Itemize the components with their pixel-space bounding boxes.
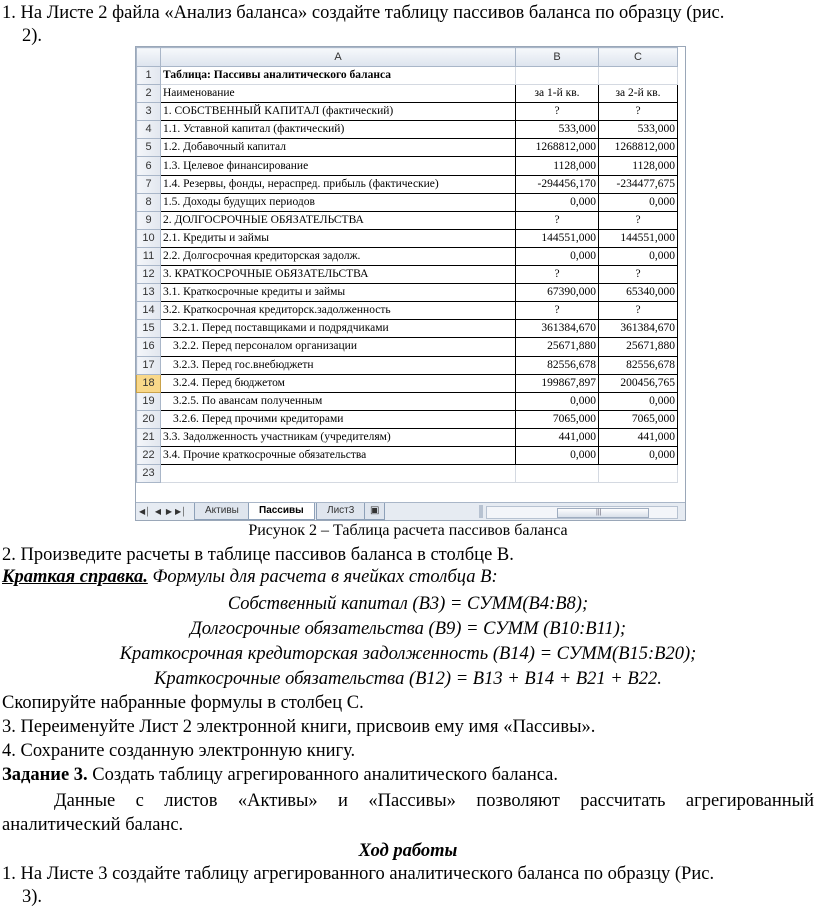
cell-a[interactable]: 1.2. Добавочный капитал [161, 139, 516, 157]
row-header[interactable]: 4 [137, 121, 161, 139]
table-row [137, 284, 678, 302]
cell-a[interactable] [161, 465, 516, 483]
cell-a[interactable]: 3.2. Краткосрочная кредиторск.задолженность [161, 302, 516, 320]
row-header[interactable]: 19 [137, 392, 161, 410]
table-row [137, 247, 678, 265]
column-header-c[interactable]: C [599, 48, 678, 67]
row-header[interactable]: 9 [137, 211, 161, 229]
formula-2: Долгосрочные обязательства (В9) = СУММ (В10:В11); [189, 619, 627, 639]
row-header[interactable]: 13 [137, 284, 161, 302]
cell-c[interactable]: ? [599, 266, 678, 284]
cell-b[interactable]: 7065,000 [516, 410, 599, 428]
cell-b[interactable]: 199867,897 [516, 374, 599, 392]
task-3-text: Создать таблицу агрегированного аналитического баланса. [87, 765, 559, 785]
cell-b[interactable]: 361384,670 [516, 320, 599, 338]
cell-b[interactable]: 0,000 [516, 392, 599, 410]
insert-sheet-icon[interactable]: ▣ [364, 503, 385, 520]
cell-c[interactable]: 65340,000 [599, 284, 678, 302]
task-3-label: Задание 3. [2, 765, 88, 785]
cell-b[interactable] [516, 67, 599, 85]
table-row [137, 338, 678, 356]
table-row [137, 193, 678, 211]
cell-a[interactable]: 2.1. Кредиты и займы [161, 229, 516, 247]
row-header[interactable]: 17 [137, 356, 161, 374]
figure-caption: Рисунок 2 – Таблица расчета пассивов баланса [248, 522, 568, 539]
row-header[interactable]: 3 [137, 103, 161, 121]
step-4: 4. Сохраните созданную электронную книгу. [2, 741, 356, 761]
table-row [137, 211, 678, 229]
table-row [137, 139, 678, 157]
cell-a[interactable]: 1.4. Резервы, фонды, нераспред. прибыль (фактические) [161, 175, 516, 193]
table-row [137, 320, 678, 338]
cell-c[interactable]: 0,000 [599, 247, 678, 265]
row-header[interactable]: 18 [137, 374, 161, 392]
cell-a[interactable]: 3.2.5. По авансам полученным [161, 392, 516, 410]
copy-line: Скопируйте набранные формулы в столбец С. [2, 693, 364, 713]
cell-b[interactable]: ? [516, 211, 599, 229]
next-sheet-icon[interactable]: ▶ [165, 507, 173, 516]
first-sheet-icon[interactable]: ◀│ [139, 507, 151, 516]
cell-a[interactable]: 1.5. Доходы будущих периодов [161, 193, 516, 211]
final-step-line-2: 3). [22, 887, 43, 907]
tab-passivy[interactable]: Пассивы [248, 503, 315, 520]
row-header[interactable]: 15 [137, 320, 161, 338]
final-step-line-1: 1. На Листе 3 создайте таблицу агрегированного аналитического баланса по образцу (Рис. [2, 864, 715, 884]
cell-a[interactable]: 1.3. Целевое финансирование [161, 157, 516, 175]
cell-b[interactable]: за 1-й кв. [516, 85, 599, 103]
cell-c[interactable]: 533,000 [599, 121, 678, 139]
row-header[interactable]: 16 [137, 338, 161, 356]
cell-a[interactable]: 3.2.4. Перед бюджетом [161, 374, 516, 392]
cell-b[interactable]: 1268812,000 [516, 139, 599, 157]
tab-aktivy[interactable]: Активы [194, 503, 250, 520]
cell-a[interactable]: 3.4. Прочие краткосрочные обязательства [161, 446, 516, 464]
row-header[interactable]: 6 [137, 157, 161, 175]
cell-a[interactable]: 3.2.1. Перед поставщиками и подрядчиками [161, 320, 516, 338]
table-row [137, 67, 678, 85]
cell-c[interactable]: 144551,000 [599, 229, 678, 247]
tab-split-handle[interactable] [479, 505, 483, 518]
row-header[interactable]: 14 [137, 302, 161, 320]
cell-c[interactable]: 200456,765 [599, 374, 678, 392]
cell-c[interactable] [599, 67, 678, 85]
tab-list3[interactable]: Лист3 [316, 503, 365, 520]
row-header[interactable]: 11 [137, 247, 161, 265]
cell-c[interactable]: -234477,675 [599, 175, 678, 193]
paragraph-line-2: аналитический баланс. [2, 815, 184, 835]
column-header-b[interactable]: B [516, 48, 599, 67]
hint-line [2, 566, 498, 588]
select-all-corner[interactable] [137, 48, 161, 67]
cell-b[interactable]: 0,000 [516, 247, 599, 265]
table-row [137, 356, 678, 374]
cell-b[interactable]: 0,000 [516, 193, 599, 211]
cell-c[interactable]: за 2-й кв. [599, 85, 678, 103]
cell-b[interactable]: ? [516, 103, 599, 121]
table-row [137, 428, 678, 446]
row-header[interactable]: 21 [137, 428, 161, 446]
cell-b[interactable]: 1128,000 [516, 157, 599, 175]
cell-c[interactable]: 25671,880 [599, 338, 678, 356]
intro-line-1: 1. На Листе 2 файла «Анализ баланса» создайте таблицу пассивов баланса по образцу (рис. [2, 3, 725, 23]
cell-c[interactable]: 441,000 [599, 428, 678, 446]
cell-a[interactable]: 3.2.3. Перед гос.внебюджетн [161, 356, 516, 374]
cell-c[interactable]: 1268812,000 [599, 139, 678, 157]
table-row [137, 229, 678, 247]
cell-a[interactable]: 3. КРАТКОСРОЧНЫЕ ОБЯЗАТЕЛЬСТВА [161, 266, 516, 284]
cell-c[interactable]: 1128,000 [599, 157, 678, 175]
hint-label: Краткая справка. [2, 567, 148, 587]
cell-a[interactable]: 3.1. Краткосрочные кредиты и займы [161, 284, 516, 302]
horizontal-scrollbar[interactable] [486, 506, 678, 519]
cell-c[interactable]: 0,000 [599, 392, 678, 410]
task-3 [2, 764, 558, 786]
cell-a[interactable]: 2.2. Долгосрочная кредиторская задолж. [161, 247, 516, 265]
cell-a[interactable]: 2. ДОЛГОСРОЧНЫЕ ОБЯЗАТЕЛЬСТВА [161, 211, 516, 229]
work-heading: Ход работы [358, 841, 458, 861]
cell-c[interactable]: 0,000 [599, 446, 678, 464]
intro-line-2: 2). [22, 26, 43, 46]
cell-c[interactable]: 82556,678 [599, 356, 678, 374]
column-header-a[interactable]: A [161, 48, 516, 67]
last-sheet-icon[interactable]: ▶│ [175, 507, 187, 516]
cell-b[interactable]: 82556,678 [516, 356, 599, 374]
row-header[interactable]: 5 [137, 139, 161, 157]
hint-text: Формулы для расчета в ячейках столбца В: [147, 567, 498, 587]
cell-c[interactable]: ? [599, 103, 678, 121]
table-row [137, 374, 678, 392]
formula-1: Собственный капитал (В3) = СУММ(В4:В8); [227, 594, 589, 614]
table-row [137, 157, 678, 175]
prev-sheet-icon[interactable]: ◀ [154, 507, 162, 516]
row-header[interactable]: 1 [137, 67, 161, 85]
table-row [137, 103, 678, 121]
table-row [137, 446, 678, 464]
step-2: 2. Произведите расчеты в таблице пассивов баланса в столбце В. [2, 545, 514, 565]
cell-c[interactable]: ? [599, 302, 678, 320]
step-3: 3. Переименуйте Лист 2 электронной книги, присвоив ему имя «Пассивы». [2, 717, 596, 737]
row-header[interactable]: 23 [137, 465, 161, 483]
cell-b[interactable]: -294456,170 [516, 175, 599, 193]
table-row [137, 302, 678, 320]
sheet-tab-bar [136, 502, 685, 521]
cell-a[interactable]: 1. СОБСТВЕННЫЙ КАПИТАЛ (фактический) [161, 103, 516, 121]
cell-c[interactable]: ? [599, 211, 678, 229]
cell-b[interactable]: 533,000 [516, 121, 599, 139]
table-row [137, 266, 678, 284]
row-header[interactable]: 2 [137, 85, 161, 103]
cell-a[interactable]: 3.3. Задолженность участникам (учредителям) [161, 428, 516, 446]
paragraph-line-1: Данные с листов «Активы» и «Пассивы» позволяют рассчитать агрегированный [54, 791, 814, 811]
sheet-grid [136, 47, 678, 483]
table-row [137, 121, 678, 139]
cell-b[interactable]: ? [516, 266, 599, 284]
cell-c[interactable]: 7065,000 [599, 410, 678, 428]
table-row [137, 410, 678, 428]
spreadsheet-figure [135, 46, 686, 521]
row-header[interactable]: 20 [137, 410, 161, 428]
row-header[interactable]: 22 [137, 446, 161, 464]
row-header[interactable]: 7 [137, 175, 161, 193]
formula-4: Краткосрочные обязательства (В12) = В13 + В14 + В21 + В22. [154, 669, 662, 689]
cell-b[interactable] [516, 465, 599, 483]
cell-a[interactable]: Таблица: Пассивы аналитического баланса [161, 67, 516, 85]
cell-b[interactable]: 25671,880 [516, 338, 599, 356]
cell-b[interactable]: 144551,000 [516, 229, 599, 247]
cell-c[interactable]: 361384,670 [599, 320, 678, 338]
cell-a[interactable]: Наименование [161, 85, 516, 103]
table-row [137, 175, 678, 193]
row-header[interactable]: 12 [137, 266, 161, 284]
cell-b[interactable]: 441,000 [516, 428, 599, 446]
cell-a[interactable]: 1.1. Уставной капитал (фактический) [161, 121, 516, 139]
cell-a[interactable]: 3.2.2. Перед персоналом организации [161, 338, 516, 356]
grip-icon: ||| [596, 509, 602, 516]
cell-c[interactable]: 0,000 [599, 193, 678, 211]
table-row [137, 465, 678, 483]
cell-b[interactable]: 67390,000 [516, 284, 599, 302]
cell-b[interactable]: ? [516, 302, 599, 320]
cell-a[interactable]: 3.2.6. Перед прочими кредиторами [161, 410, 516, 428]
table-row [137, 392, 678, 410]
row-header[interactable]: 8 [137, 193, 161, 211]
column-header-row [137, 48, 678, 67]
scrollbar-thumb[interactable] [557, 508, 649, 518]
cell-c[interactable] [599, 465, 678, 483]
formula-3: Краткосрочная кредиторская задолженность (В14) = СУММ(В15:В20); [119, 644, 697, 664]
cell-b[interactable]: 0,000 [516, 446, 599, 464]
row-header[interactable]: 10 [137, 229, 161, 247]
table-row [137, 85, 678, 103]
